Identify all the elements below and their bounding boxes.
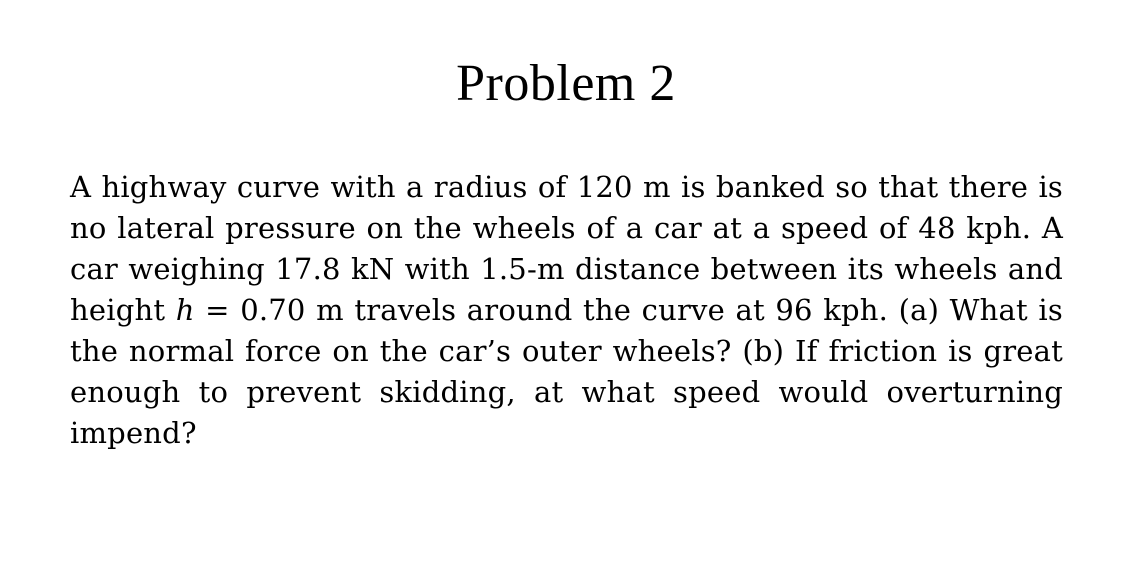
problem-statement [70, 167, 1063, 454]
problem-text-part-2: = 0.70 m travels around the curve at 96 kph. (a) What is the normal force on the car’s outer wheels? (b) If friction is great enough to prevent skidding, at what speed would overturning impend? [70, 293, 1063, 450]
page-title: Problem 2 [456, 55, 676, 112]
height-variable: h [175, 293, 195, 327]
problem-text-part-1: A highway curve with a radius of 120 m is banked so that there is no lateral pressure on the wheels of a car at a speed of 48 kph. A car weighing 17.8 kN with 1.5-m distance between its wheels and height [70, 170, 1063, 327]
